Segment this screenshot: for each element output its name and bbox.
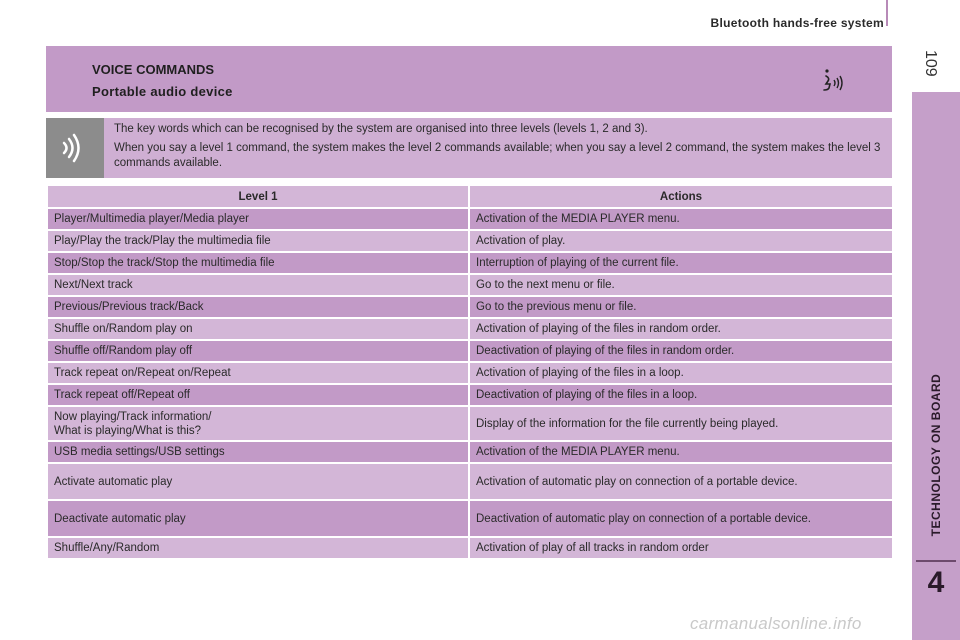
command-cell: Shuffle off/Random play off: [47, 340, 469, 362]
action-cell: Activation of the MEDIA PLAYER menu.: [469, 208, 893, 230]
intro-paragraph-1: The key words which can be recognised by the system are organised into three levels (levels 1, 2 and 3).: [114, 123, 648, 135]
command-cell: Activate automatic play: [47, 463, 469, 500]
action-cell: Deactivation of playing of the files in random order.: [469, 340, 893, 362]
action-cell: Activation of playing of the files in random order.: [469, 318, 893, 340]
chapter-tab-label: TECHNOLOGY ON BOARD: [929, 373, 943, 537]
action-cell: Activation of playing of the files in a loop.: [469, 362, 893, 384]
action-cell: Activation of the MEDIA PLAYER menu.: [469, 441, 893, 463]
action-cell: Deactivation of automatic play on connection of a portable device.: [469, 500, 893, 537]
voice-commands-table: [46, 184, 894, 560]
chapter-number: 4: [927, 566, 945, 599]
command-cell: USB media settings/USB settings: [47, 441, 469, 463]
table-row: [47, 406, 893, 441]
table-row: [47, 274, 893, 296]
sound-waves-icon: [46, 118, 104, 178]
action-cell: Activation of automatic play on connection of a portable device.: [469, 463, 893, 500]
command-cell: Player/Multimedia player/Media player: [47, 208, 469, 230]
intro-text: [114, 122, 884, 175]
column-header-actions: Actions: [469, 185, 893, 208]
table-header-row: [47, 185, 893, 208]
action-cell: Activation of play.: [469, 230, 893, 252]
column-header-level-1: Level 1: [47, 185, 469, 208]
table-row: [47, 463, 893, 500]
table-row: [47, 208, 893, 230]
command-cell: Now playing/Track information/ What is playing/What is this?: [47, 406, 469, 441]
table-row: [47, 318, 893, 340]
command-cell: Shuffle/Any/Random: [47, 537, 469, 559]
table-row: [47, 296, 893, 318]
action-cell: Go to the next menu or file.: [469, 274, 893, 296]
command-cell: Play/Play the track/Play the multimedia file: [47, 230, 469, 252]
table-row: [47, 252, 893, 274]
command-cell: Previous/Previous track/Back: [47, 296, 469, 318]
action-cell: Activation of play of all tracks in random order: [469, 537, 893, 559]
command-cell: Deactivate automatic play: [47, 500, 469, 537]
table-row: [47, 230, 893, 252]
table-row: [47, 384, 893, 406]
intro-note-box: [46, 118, 892, 178]
table-row: [47, 441, 893, 463]
intro-paragraph-2: When you say a level 1 command, the system makes the level 2 commands available; when you say a level 2 command, the system makes the level 3 commands available.: [114, 142, 881, 169]
action-cell: Interruption of playing of the current file.: [469, 252, 893, 274]
intro-icon-panel: [46, 118, 104, 178]
voice-command-icon: [822, 66, 846, 96]
action-cell: Display of the information for the file currently being played.: [469, 406, 893, 441]
table-row: [47, 500, 893, 537]
table-row: [47, 537, 893, 559]
section-subtitle: Portable audio device: [92, 84, 233, 99]
command-cell: Next/Next track: [47, 274, 469, 296]
watermark: carmanualsonline.info: [690, 614, 862, 633]
command-cell: Track repeat on/Repeat on/Repeat: [47, 362, 469, 384]
action-cell: Go to the previous menu or file.: [469, 296, 893, 318]
table-row: [47, 362, 893, 384]
chapter-divider: [916, 560, 956, 562]
action-cell: Deactivation of playing of the files in a loop.: [469, 384, 893, 406]
section-title-box: [46, 46, 892, 112]
page-number: 109: [922, 50, 939, 77]
command-cell: Shuffle on/Random play on: [47, 318, 469, 340]
page-header-title: Bluetooth hands-free system: [710, 16, 884, 30]
command-cell: Track repeat off/Repeat off: [47, 384, 469, 406]
command-cell: Stop/Stop the track/Stop the multimedia file: [47, 252, 469, 274]
section-title: VOICE COMMANDS: [92, 62, 215, 77]
table-row: [47, 340, 893, 362]
header-divider: [886, 0, 888, 26]
